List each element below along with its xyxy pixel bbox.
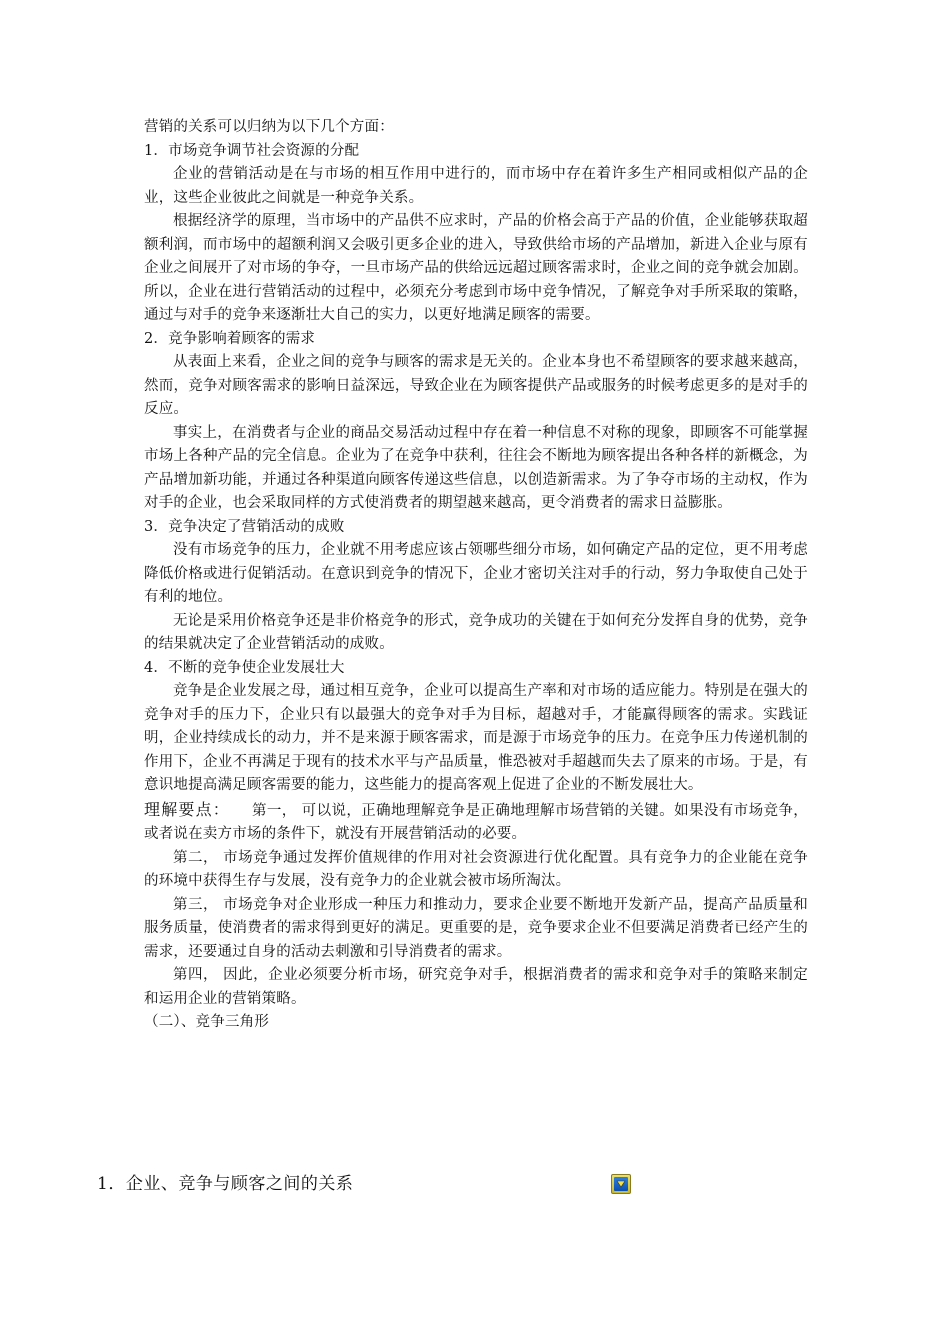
subsection-heading: （二）、竞争三角形 (144, 1014, 270, 1030)
bottom-heading: 1．企业、竞争与顾客之间的关系 (97, 1174, 354, 1194)
understand-point-2: 第二， 市场竞争通过发挥价值规律的作用对社会资源进行优化配置。具有竞争力的企业能在竞争的环境中获得生存与发展，没有竞争力的企业就会被市场所淘汰。 (144, 849, 808, 889)
paragraph: 从表面上来看，企业之间的竞争与顾客的需求是无关的。企业本身也不希望顾客的要求越来越高，然而，竞争对顾客需求的影响日益深远，导致企业在为顾客提供产品或服务的时候考虑更多的是对手的反应。 (144, 354, 808, 417)
understand-label: 理解要点： (144, 799, 230, 819)
understand-point-3: 第三， 市场竞争对企业形成一种压力和推动力，要求企业要不断地开发新产品，提高产品质量和服务质量，使消费者的需求得到更好的满足。更重要的是，竞争要求企业不但要满足消费者已经产生的需求，还要通过自身的活动去刺激和引导消费者的需求。 (144, 896, 808, 960)
paragraph: 企业的营销活动是在与市场的相互作用中进行的，而市场中存在着许多生产相同或相似产品的企业，这些企业彼此之间就是一种竞争关系。 (144, 166, 808, 206)
section-heading-3: 3．竞争决定了营销活动的成败 (144, 518, 345, 535)
document-body (144, 116, 808, 1035)
dropdown-button[interactable] (611, 1174, 631, 1194)
section-heading-4: 4．不断的竞争使企业发展壮大 (144, 659, 345, 676)
understand-text: 第一， 可以说，正确地理解竞争是正确地理解市场营销的关键。如果没有市场竞争，或者说在卖方市场的条件下，就没有开展营销活动的必要。 (144, 802, 808, 842)
paragraph: 竞争是企业发展之母，通过相互竞争，企业可以提高生产率和对市场的适应能力。特别是在强大的竞争对手的压力下，企业只有以最强大的竞争对手为目标，超越对手，才能赢得顾客的需求。实践证明，企业持续成长的动力，并不是来源于顾客需求，而是源于市场竞争的压力。在竞争压力传递机制的作用下，企业不再满足于现有的技术水平与产品质量，惟恐被对手超越而失去了原来的市场。于是，有意识地提高满足顾客需要的能力，这些能力的提高客观上促进了企业的不断发展壮大。 (144, 683, 808, 793)
paragraph: 根据经济学的原理，当市场中的产品供不应求时，产品的价格会高于产品的价值，企业能够获取超额利润，而市场中的超额利润又会吸引更多企业的进入，导致供给市场的产品增加，新进入企业与原有企业之间展开了对市场的争夺，一旦市场产品的供给远远超过顾客需求时，企业之间的竞争就会加剧。所以，企业在进行营销活动的过程中，必须充分考虑到市场中竞争情况，了解竞争对手所采取的策略，通过与对手的竞争来逐渐壮大自己的实力，以更好地满足顾客的需要。 (144, 213, 808, 323)
section-heading-2: 2．竞争影响着顾客的需求 (144, 330, 316, 347)
paragraph: 事实上，在消费者与企业的商品交易活动过程中存在着一种信息不对称的现象，即顾客不可能掌握市场上各种产品的完全信息。企业为了在竞争中获利，往往会不断地为顾客提出各种各样的新概念，为产品增加新功能，并通过各种渠道向顾客传递这些信息，以创造新需求。为了争夺市场的主动权，作为对手的企业，也会采取同样的方式使消费者的期望越来越高，更令消费者的需求日益膨胀。 (144, 424, 808, 511)
understand-point-4: 第四， 因此，企业必须要分析市场，研究竞争对手，根据消费者的需求和竞争对手的策略来制定和运用企业的营销策略。 (144, 967, 808, 1007)
intro-line: 营销的关系可以归纳为以下几个方面： (144, 119, 394, 135)
section-heading-1: 1．市场竞争调节社会资源的分配 (144, 142, 360, 159)
chevron-down-icon (614, 1177, 628, 1191)
understand-point-1 (144, 798, 808, 847)
paragraph: 没有市场竞争的压力，企业就不用考虑应该占领哪些细分市场，如何确定产品的定位，更不用考虑降低价格或进行促销活动。在意识到竞争的情况下，企业才密切关注对手的行动，努力争取使自己处于有利的地位。 (144, 542, 808, 605)
paragraph: 无论是采用价格竞争还是非价格竞争的形式，竞争成功的关键在于如何充分发挥自身的优势，竞争的结果就决定了企业营销活动的成败。 (144, 612, 808, 652)
